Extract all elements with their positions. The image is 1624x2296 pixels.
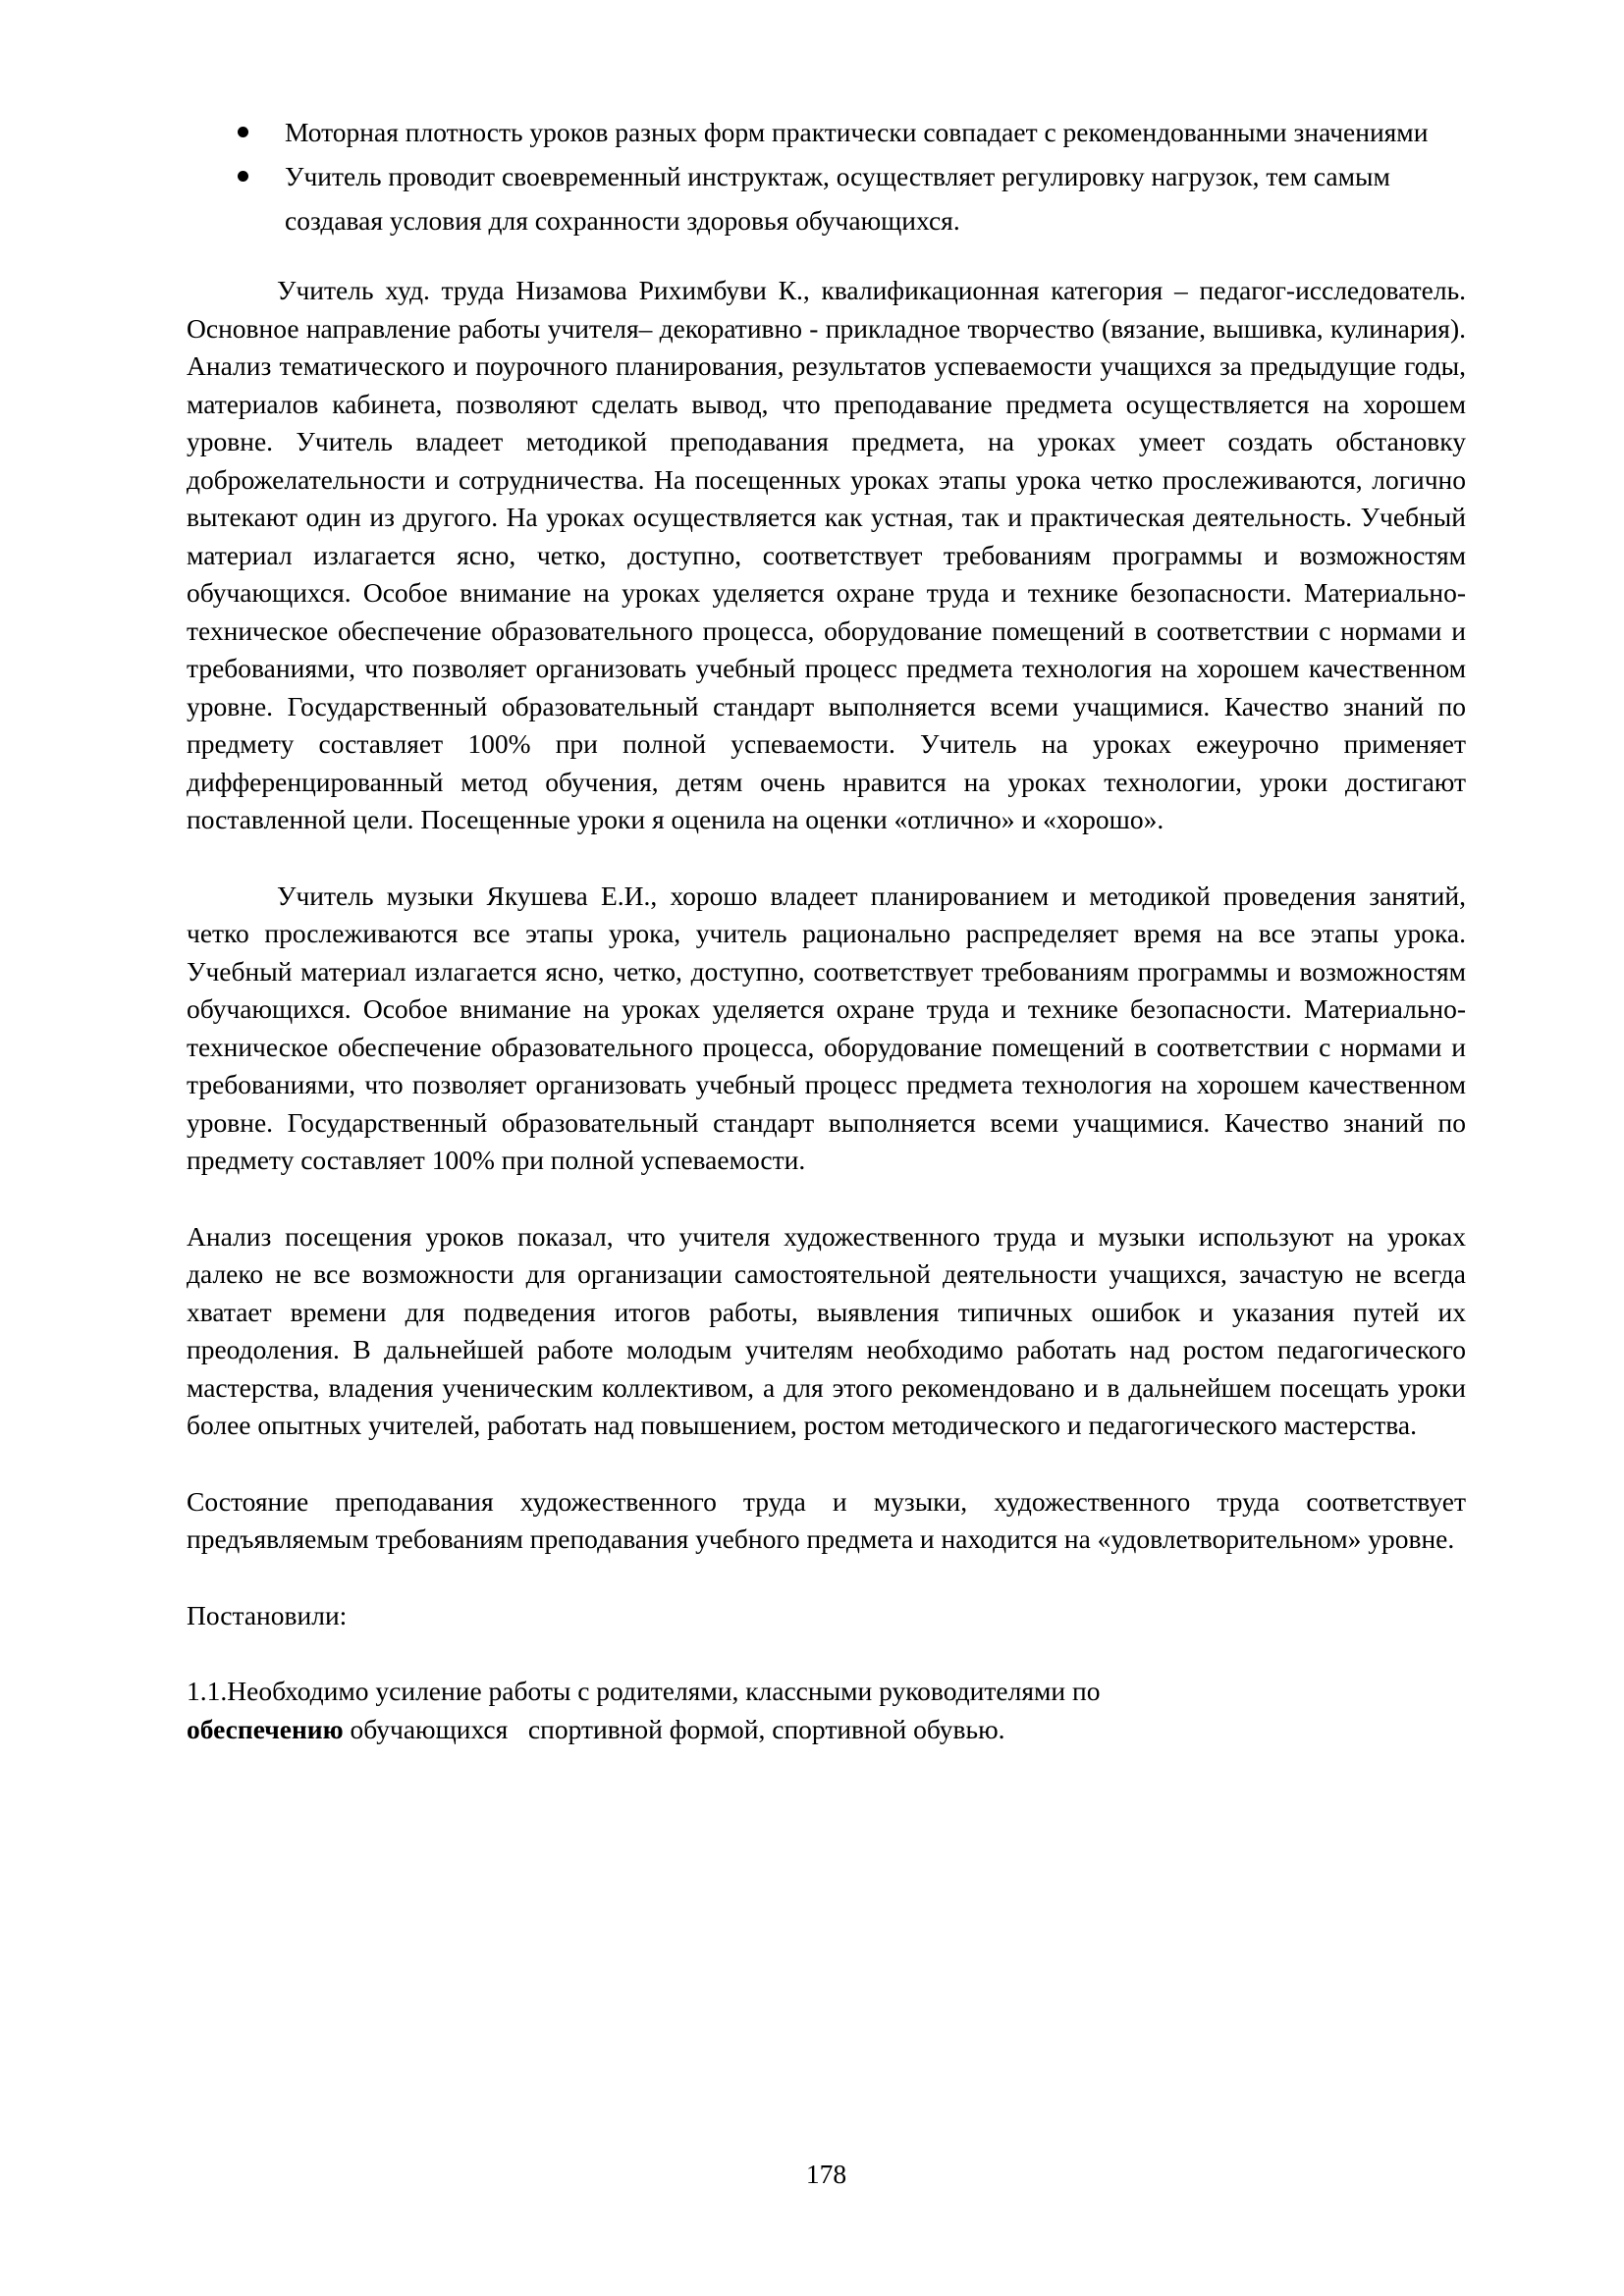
paragraph-teacher-nizamova: Учитель худ. труда Низамова Рихимбуви К., квалификационная категория – педагог-исследователь. Основное направление работы учителя– декоративно - прикладное творчество (вязание, вышивка, кулинария). Анализ тематического и поурочного планирования, результатов успеваемости учащихся за предыдущие годы, материалов кабинета, позволяют сделать вывод, что преподавание предмета осуществляется на хорошем уровне. Учитель владеет методикой преподавания предмета, на уроках умеет создать обстановку доброжелательности и сотрудничества. На посещенных уроках этапы урока четко прослеживаются, логично вытекают один из другого. На уроках осуществляется как устная, так и практическая деятельность. Учебный материал излагается ясно, четко, доступно, соответствует требованиям программы и возможностям обучающихся. Особое внимание на уроках уделяется охране труда и технике безопасности. Материально-техническое обеспечение образовательного процесса, оборудование помещений в соответствии с нормами и требованиями, что позволяет организовать учебный процесс предмета технология на хорошем качественном уровне. Государственный образовательный стандарт выполняется всеми учащимися. Качество знаний по предмету составляет 100% при полной успеваемости. Учитель на уроках ежеурочно применяет дифференцированный метод обучения, детям очень нравится на уроках технологии, уроки достигают поставленной цели. Посещенные уроки я оценила на оценки «отлично» и «хорошо». xyxy=(187,275,1466,834)
paragraph-resolution-1-1 xyxy=(187,1673,1466,1748)
list-item-text: Учитель проводит своевременный инструктаж, осуществляет регулировку нагрузок, тем самым создавая условия для сохранности здоровья обучающихся. xyxy=(285,161,1390,236)
resolution-text-end: обучающихся спортивной формой, спортивной обувью. xyxy=(343,1713,1005,1744)
heading-resolved: Постановили: xyxy=(187,1599,348,1630)
paragraph-lesson-analysis: Анализ посещения уроков показал, что учителя художественного труда и музыки используют на уроках далеко не все возможности для организации самостоятельной деятельности учащихся, зачастую не всегда хватает времени для подведения итогов работы, выявления типичных ошибок и указания путей их преодоления. В дальнейшей работе молодым учителям необходимо работать над ростом педагогического мастерства, владения ученическим коллективом, а для этого рекомендовано и в дальнейшем посещать уроки более опытных учителей, работать над повышением, ростом методического и педагогического мастерства. xyxy=(187,1220,1466,1440)
bullet-marker-icon xyxy=(238,171,248,182)
bullet-marker-icon xyxy=(238,127,248,137)
resolution-bold-word: обеспечению xyxy=(187,1713,344,1744)
bullet-list xyxy=(187,110,1466,242)
list-item xyxy=(187,154,1466,242)
list-item-text: Моторная плотность уроков разных форм практически совпадает с рекомендованными значениями xyxy=(285,117,1429,147)
resolution-text-start: 1.1.Необходимо усиление работы с родителями, классными руководителями по xyxy=(187,1676,1101,1706)
list-item xyxy=(187,110,1466,154)
paragraph-teacher-yakusheva: Учитель музыки Якушева Е.И., хорошо владеет планированием и методикой проведения занятий, четко прослеживаются все этапы урока, учитель рационально распределяет время на все этапы урока. Учебный материал излагается ясно, четко, доступно, соответствует требованиям программы и возможностям обучающихся. Особое внимание на уроках уделяется охране труда и технике безопасности. Материально-техническое обеспечение образовательного процесса, оборудование помещений в соответствии с нормами и требованиями, что позволяет организовать учебный процесс предмета технология на хорошем качественном уровне. Государственный образовательный стандарт выполняется всеми учащимися. Качество знаний по предмету составляет 100% при полной успеваемости. xyxy=(187,880,1466,1175)
page-number: 178 xyxy=(805,2159,847,2189)
paragraph-teaching-state: Состояние преподавания художественного труда и музыки, художественного труда соответствует предъявляемым требованиям преподавания учебного предмета и находится на «удовлетворительном» уровне. xyxy=(187,1485,1466,1554)
